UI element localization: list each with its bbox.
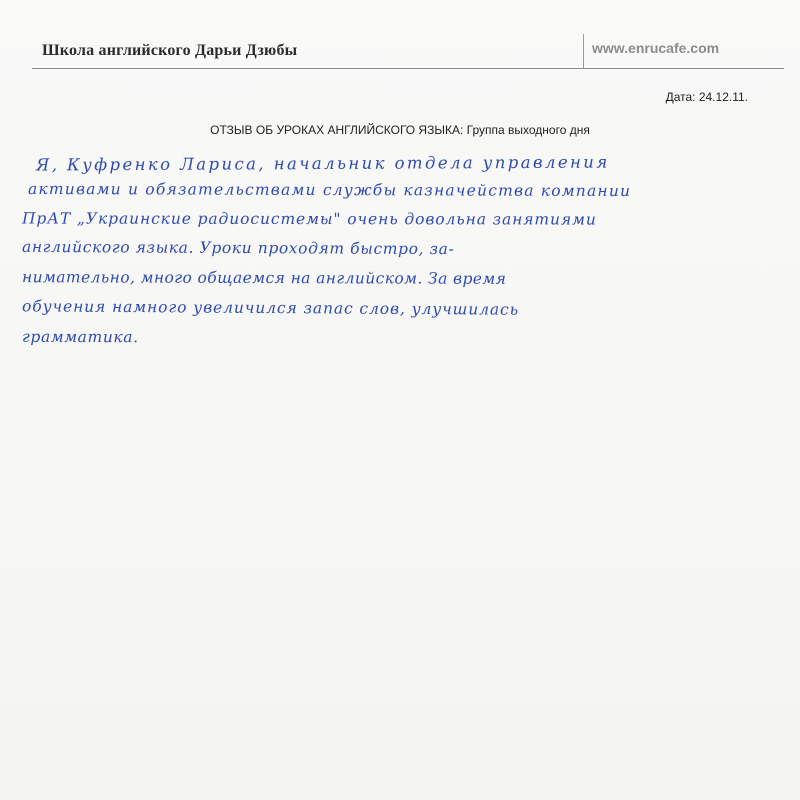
- website-address: www.enrucafe.com: [592, 40, 720, 56]
- handwritten-line: ПрАТ „Украинские радиосистемы" очень довольна занятиями: [21, 209, 597, 229]
- header-divider: [583, 34, 584, 69]
- handwritten-line: нимательно, много общаемся на английском. За время: [21, 268, 507, 288]
- handwritten-review: [22, 150, 790, 360]
- header-rule-line: [32, 68, 784, 69]
- letterhead: [0, 0, 800, 70]
- handwritten-line: обучения намного увеличился запас слов, улучшилась: [21, 297, 520, 319]
- date-line: Дата: 24.12.11.: [665, 90, 748, 104]
- handwritten-line: Я, Куфренко Лариса, начальник отдела управления: [35, 152, 610, 175]
- handwritten-line: английского языка. Уроки проходят быстро, за-: [21, 237, 455, 259]
- school-name: Школа английского Дарьи Дзюбы: [42, 42, 298, 59]
- document-title: ОТЗЫВ ОБ УРОКАХ АНГЛИЙСКОГО ЯЗЫКА: Группа выходного дня: [210, 123, 590, 137]
- handwritten-line: грамматика.: [21, 327, 139, 347]
- handwritten-line: активами и обязательствами службы казначейства компании: [27, 179, 632, 201]
